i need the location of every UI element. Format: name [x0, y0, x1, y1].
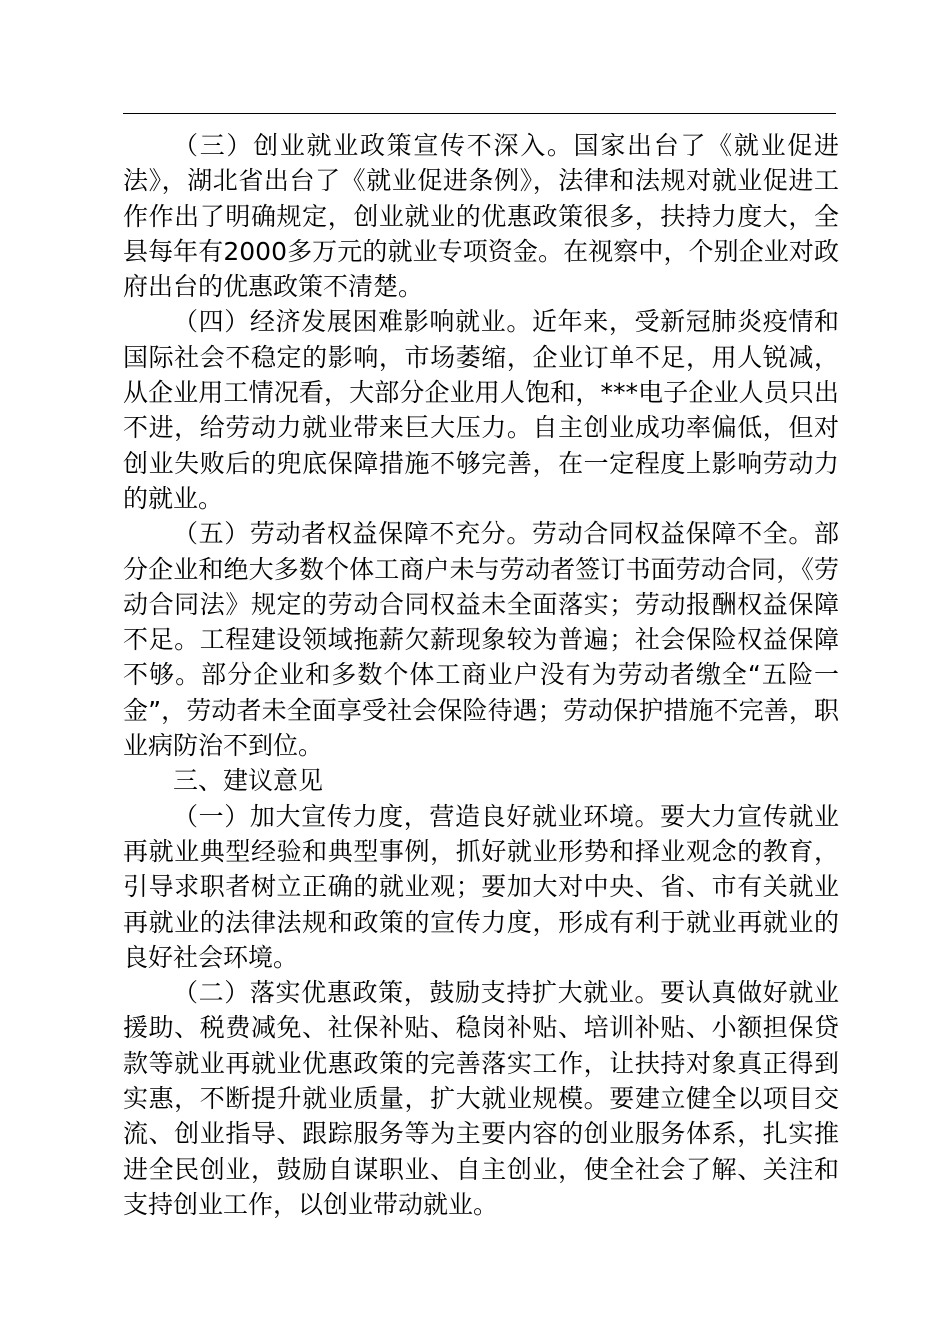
header-rule: [123, 113, 836, 114]
paragraph-section-3: （三）创业就业政策宣传不深入。国家出台了《就业促进法》，湖北省出台了《就业促进条例》，法律和法规对就业促进工作作出了明确规定，创业就业的优惠政策很多，扶持力度大，全县每年有2000多万元的就业专项资金。在视察中，个别企业对政府出台的优惠政策不清楚。: [123, 131, 839, 302]
paragraph-recommendation-1: （一）加大宣传力度，营造良好就业环境。要大力宣传就业再就业典型经验和典型事例，抓好就业形势和择业观念的教育，引导求职者树立正确的就业观；要加大对中央、省、市有关就业再就业的法律法规和政策的宣传力度，形成有利于就业再就业的良好社会环境。: [123, 801, 839, 972]
section-heading-recommendations: 三、建议意见: [173, 766, 324, 796]
paragraph-section-4: （四）经济发展困难影响就业。近年来，受新冠肺炎疫情和国际社会不稳定的影响，市场萎缩，企业订单不足，用人锐减，从企业用工情况看，大部分企业用人饱和，***电子企业人员只出不进，给劳动力就业带来巨大压力。自主创业成功率偏低，但对创业失败后的兜底保障措施不够完善，在一定程度上影响劳动力的就业。: [123, 307, 839, 513]
paragraph-recommendation-2: （二）落实优惠政策，鼓励支持扩大就业。要认真做好就业援助、税费减免、社保补贴、稳岗补贴、培训补贴、小额担保贷款等就业再就业优惠政策的完善落实工作，让扶持对象真正得到实惠，不断提升就业质量，扩大就业规模。要建立健全以项目交流、创业指导、跟踪服务等为主要内容的创业服务体系，扎实推进全民创业，鼓励自谋职业、自主创业，使全社会了解、关注和支持创业工作，以创业带动就业。: [123, 978, 839, 1219]
paragraph-section-5: （五）劳动者权益保障不充分。劳动合同权益保障不全。部分企业和绝大多数个体工商户未与劳动者签订书面劳动合同，《劳动合同法》规定的劳动合同权益未全面落实；劳动报酬权益保障不足。工程建设领域拖薪欠薪现象较为普遍；社会保险权益保障不够。部分企业和多数个体工商业户没有为劳动者缴全“五险一金”，劳动者未全面享受社会保险待遇；劳动保护措施不完善，职业病防治不到位。: [123, 519, 839, 761]
document-body: [123, 128, 839, 1222]
